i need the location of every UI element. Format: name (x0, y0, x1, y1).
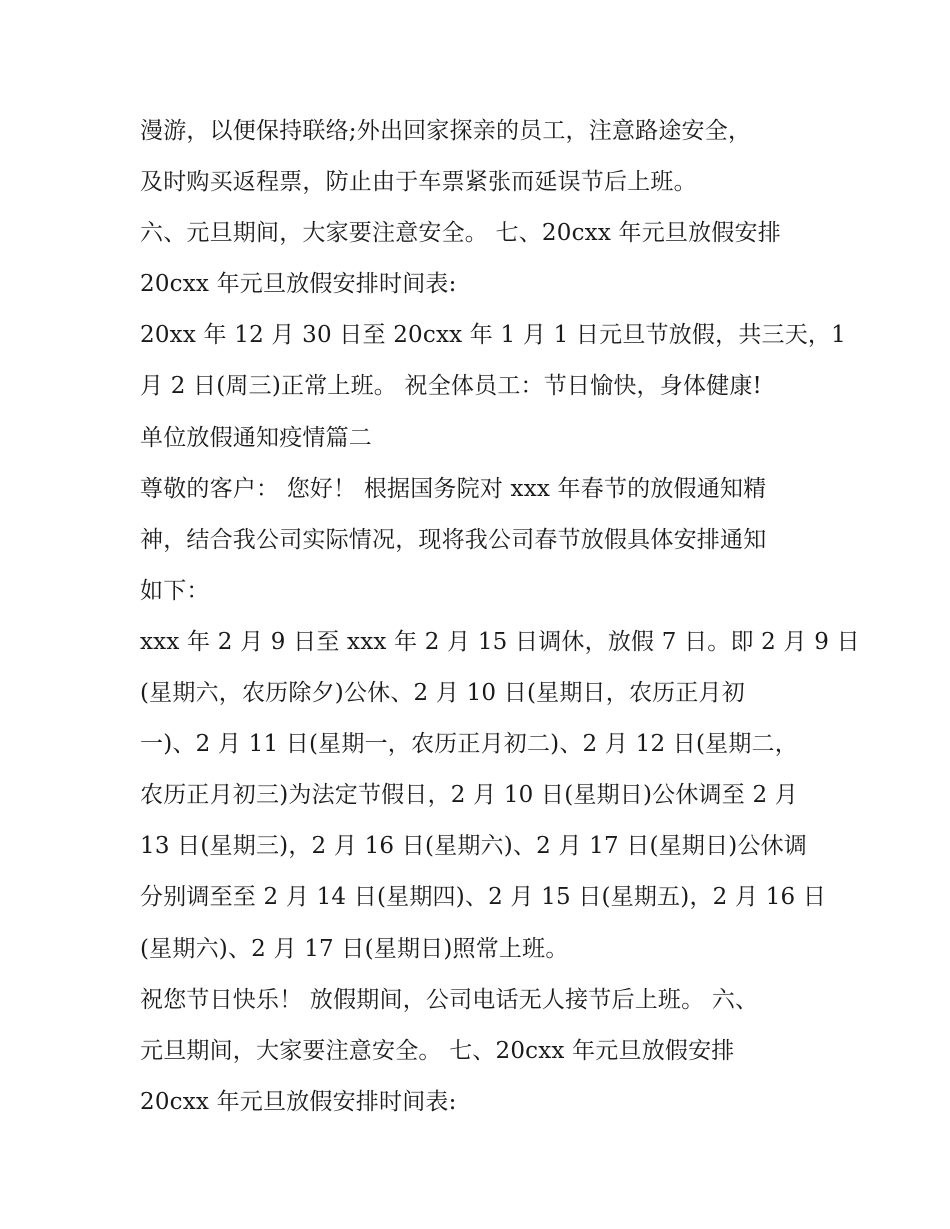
text-line: (星期六，农历除夕)公休、2 月 10 日(星期日，农历正月初 (140, 680, 745, 707)
text-line: 神，结合我公司实际情况，现将我公司春节放假具体安排通知 (140, 526, 767, 553)
text-line: 及时购买返程票，防止由于车票紧张而延误节后上班。 (140, 169, 697, 196)
text-line: 元旦期间，大家要注意安全。 七、20cxx 年元旦放假安排 (140, 1037, 735, 1064)
text-line: 20xx 年 12 月 30 日至 20cxx 年 1 月 1 日元旦节放假，共三天，1 (140, 322, 846, 349)
text-line: 20cxx 年元旦放假安排时间表: (140, 271, 457, 298)
text-line: 六、元旦期间，大家要注意安全。 七、20cxx 年元旦放假安排 (140, 220, 781, 247)
text-line: 尊敬的客户： 您好！ 根据国务院对 xxx 年春节的放假通知精 (140, 475, 767, 502)
text-line: 月 2 日(周三)正常上班。 祝全体员工：节日愉快，身体健康! (140, 373, 762, 400)
text-line: 一)、2 月 11 日(星期一，农历正月初二)、2 月 12 日(星期二， (140, 731, 798, 758)
text-line: xxx 年 2 月 9 日至 xxx 年 2 月 15 日调休，放假 7 日。即 2 月 9 日 (140, 628, 860, 655)
section-heading: 单位放假通知疫情篇二 (140, 424, 372, 451)
text-line: 13 日(星期三)，2 月 16 日(星期六)、2 月 17 日(星期日)公休调 (140, 833, 808, 860)
text-line: 漫游，以便保持联络;外出回家探亲的员工，注意路途安全， (140, 118, 752, 144)
text-line: 20cxx 年元旦放假安排时间表: (140, 1088, 457, 1115)
text-line: (星期六)、2 月 17 日(星期日)照常上班。 (140, 935, 569, 962)
text-line: 祝您节日快乐！ 放假期间，公司电话无人接节后上班。 六、 (140, 986, 759, 1013)
document-body (140, 106, 860, 1128)
text-line: 如下： (140, 577, 210, 604)
text-line: 农历正月初三)为法定节假日，2 月 10 日(星期日)公休调至 2 月 (140, 782, 799, 809)
text-line: 分别调至至 2 月 14 日(星期四)、2 月 15 日(星期五)，2 月 16 日 (140, 884, 827, 911)
